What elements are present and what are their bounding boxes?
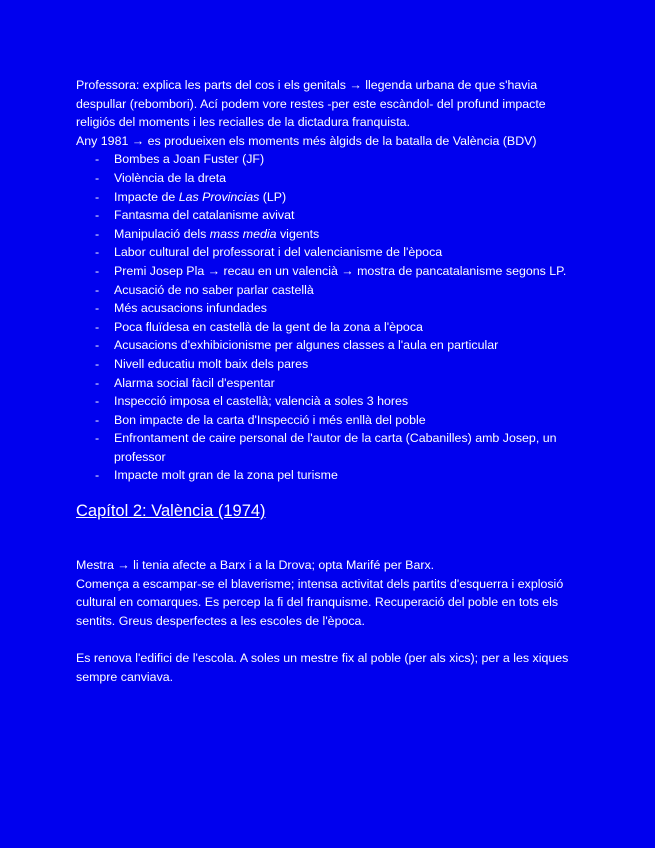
bullet-item	[76, 392, 586, 411]
bullet-dash: -	[95, 319, 100, 334]
bullet-item	[76, 225, 586, 244]
bullet-dash: -	[95, 208, 100, 223]
bullet-dash: -	[95, 170, 100, 185]
bullet-dash: -	[95, 263, 100, 278]
bullet-item	[76, 281, 586, 300]
bullet-dash: -	[95, 468, 100, 483]
bullet-text: Poca fluïdesa en castellà de la gent de la zona a l'època	[114, 319, 423, 334]
bullet-dash: -	[95, 189, 100, 204]
bullet-dash: -	[95, 431, 100, 446]
bullet-dash: -	[95, 394, 100, 409]
bullet-dash: -	[95, 301, 100, 316]
bullet-item	[76, 411, 586, 430]
bullet-item	[76, 355, 586, 374]
bullet-text-pre: Manipulació dels	[114, 226, 210, 241]
document-page	[76, 76, 586, 687]
bullet-dash: -	[95, 226, 100, 241]
bullet-item	[76, 429, 586, 466]
bullet-text-post: (LP)	[259, 189, 287, 204]
bullet-dash: -	[95, 412, 100, 427]
bullet-item	[76, 336, 586, 355]
chapter-paragraph-1: Mestra → li tenia afecte a Barx i a la Drova; opta Marifé per Barx.	[76, 558, 435, 573]
bullet-item	[76, 169, 586, 188]
bullet-text-post: vigents	[276, 226, 320, 241]
bullet-dash: -	[95, 375, 100, 390]
bullet-dash: -	[95, 245, 100, 260]
bullet-text: Més acusacions infundades	[114, 301, 267, 316]
bullet-item	[76, 374, 586, 393]
bullet-text: Premi Josep Pla → recau en un valencià → mostra de pancatalanisme segons LP.	[114, 263, 567, 278]
bullet-dash: -	[95, 282, 100, 297]
bullet-item	[76, 466, 586, 485]
bullet-text: Violència de la dreta	[114, 170, 227, 185]
bullet-text: Labor cultural del professorat i del valencianisme de l'època	[114, 245, 443, 260]
bullet-item	[76, 318, 586, 337]
chapter-paragraph-3: Es renova l'edifici de l'escola. A soles un mestre fix al poble (per als xics); per a les xiques sempre canviava.	[76, 651, 569, 685]
bullet-item	[76, 206, 586, 225]
bullet-text: Alarma social fàcil d'espentar	[114, 375, 275, 390]
bullet-text: Enfrontament de caire personal de l'autor de la carta (Cabanilles) amb Josep, un professor	[114, 431, 557, 464]
bullet-text-italic: mass media	[209, 226, 277, 241]
bullet-item	[76, 262, 586, 281]
intro-year-line: Any 1981 → es produeixen els moments més àlgids de la batalla de València (BDV)	[76, 133, 537, 148]
bullet-text: Impacte molt gran de la zona pel turisme	[114, 468, 338, 483]
bullet-text: Bon impacte de la carta d'Inspecció i més enllà del poble	[114, 412, 426, 427]
bullet-text: Inspecció imposa el castellà; valencià a soles 3 hores	[114, 394, 409, 409]
bullet-text: Fantasma del catalanisme avivat	[114, 208, 295, 223]
intro-paragraph: Professora: explica les parts del cos i els genitals → llegenda urbana de que s'havia despullar (rebombori). Ací podem vore restes -per este escàndol- del profund impacte religiós del moments i les recialles de la dictadura franquista.	[76, 78, 546, 130]
chapter-heading: Capítol 2: València (1974)	[76, 502, 266, 521]
bullet-text: Acusacions d'exhibicionisme per algunes classes a l'aula en particular	[114, 338, 499, 353]
chapter-paragraph-2: Comença a escampar-se el blaverisme; intensa activitat dels partits d'esquerra i explosió cultural en comarques. Es percep la fi del franquisme. Recuperació del poble en tots els sentits. Greus desperfectes a les escoles de l'època.	[76, 576, 564, 628]
bullet-dash: -	[95, 356, 100, 371]
bullet-list	[76, 150, 586, 485]
bullet-dash: -	[95, 152, 100, 167]
bullet-text-pre: Impacte de	[114, 189, 179, 204]
bullet-item	[76, 188, 586, 207]
bullet-text-italic: Las Provincias	[178, 189, 260, 204]
bullet-item	[76, 243, 586, 262]
bullet-text: Acusació de no saber parlar castellà	[114, 282, 314, 297]
bullet-item	[76, 299, 586, 318]
bullet-text: Bombes a Joan Fuster (JF)	[114, 152, 265, 167]
bullet-dash: -	[95, 338, 100, 353]
bullet-item	[76, 150, 586, 169]
bullet-text: Nivell educatiu molt baix dels pares	[114, 356, 309, 371]
